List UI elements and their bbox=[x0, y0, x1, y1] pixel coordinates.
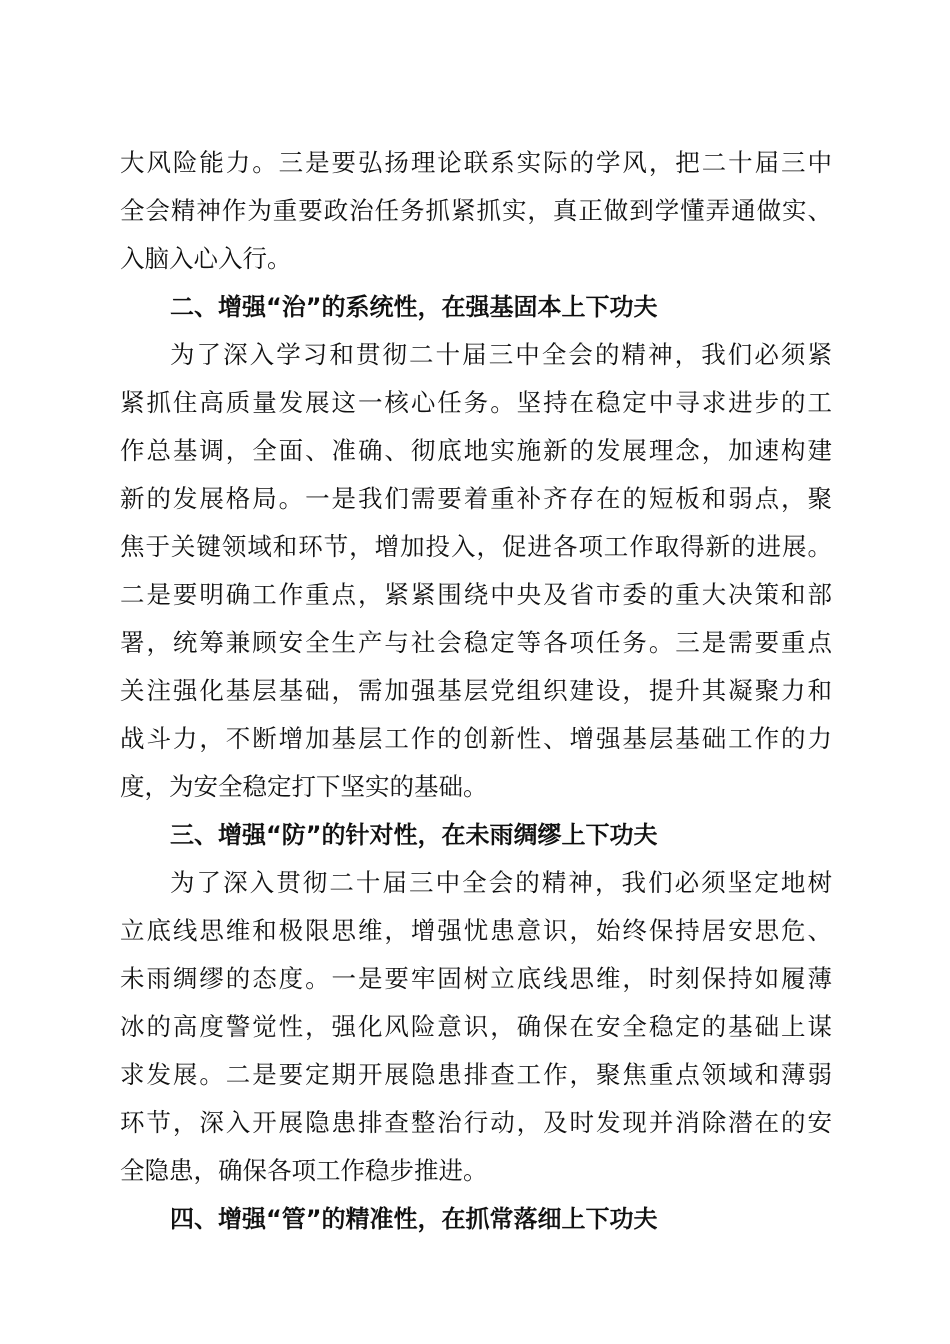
section-heading: 二、增强“治”的系统性，在强基固本上下功夫 bbox=[170, 293, 658, 321]
paragraph-line: 入脑入心入行。 bbox=[120, 244, 292, 273]
paragraph-line: 战斗力，不断增加基层工作的创新性、增强基层基础工作的力 bbox=[120, 724, 832, 753]
paragraph-line: 作总基调，全面、准确、彻底地实施新的发展理念，加速构建 bbox=[120, 436, 832, 465]
paragraph-line: 署，统筹兼顾安全生产与社会稳定等各项任务。三是需要重点 bbox=[120, 628, 832, 657]
paragraph-line: 冰的高度警觉性，强化风险意识，确保在安全稳定的基础上谋 bbox=[120, 1012, 832, 1041]
section-heading: 三、增强“防”的针对性，在未雨绸缪上下功夫 bbox=[170, 821, 658, 849]
paragraph-line: 二是要明确工作重点，紧紧围绕中央及省市委的重大决策和部 bbox=[120, 580, 832, 609]
paragraph-line: 求发展。二是要定期开展隐患排查工作，聚焦重点领域和薄弱 bbox=[120, 1060, 832, 1089]
paragraph-line: 全会精神作为重要政治任务抓紧抓实，真正做到学懂弄通做实、 bbox=[120, 196, 832, 225]
paragraph-line: 新的发展格局。一是我们需要着重补齐存在的短板和弱点，聚 bbox=[120, 484, 832, 513]
paragraph-line: 环节，深入开展隐患排查整治行动，及时发现并消除潜在的安 bbox=[120, 1108, 832, 1137]
paragraph-line: 未雨绸缪的态度。一是要牢固树立底线思维，时刻保持如履薄 bbox=[120, 964, 832, 993]
section-heading: 四、增强“管”的精准性，在抓常落细上下功夫 bbox=[170, 1205, 658, 1233]
paragraph-line: 度，为安全稳定打下坚实的基础。 bbox=[120, 772, 488, 801]
paragraph-line: 焦于关键领域和环节，增加投入，促进各项工作取得新的进展。 bbox=[120, 532, 832, 561]
paragraph-line: 为了深入学习和贯彻二十届三中全会的精神，我们必须紧 bbox=[170, 340, 832, 369]
paragraph-line: 为了深入贯彻二十届三中全会的精神，我们必须坚定地树 bbox=[170, 868, 832, 897]
paragraph-line: 全隐患，确保各项工作稳步推进。 bbox=[120, 1156, 488, 1185]
paragraph-line: 大风险能力。三是要弘扬理论联系实际的学风，把二十届三中 bbox=[120, 148, 832, 177]
paragraph-line: 立底线思维和极限思维，增强忧患意识，始终保持居安思危、 bbox=[120, 916, 832, 945]
paragraph-line: 关注强化基层基础，需加强基层党组织建设，提升其凝聚力和 bbox=[120, 676, 832, 705]
paragraph-line: 紧抓住高质量发展这一核心任务。坚持在稳定中寻求进步的工 bbox=[120, 388, 832, 417]
